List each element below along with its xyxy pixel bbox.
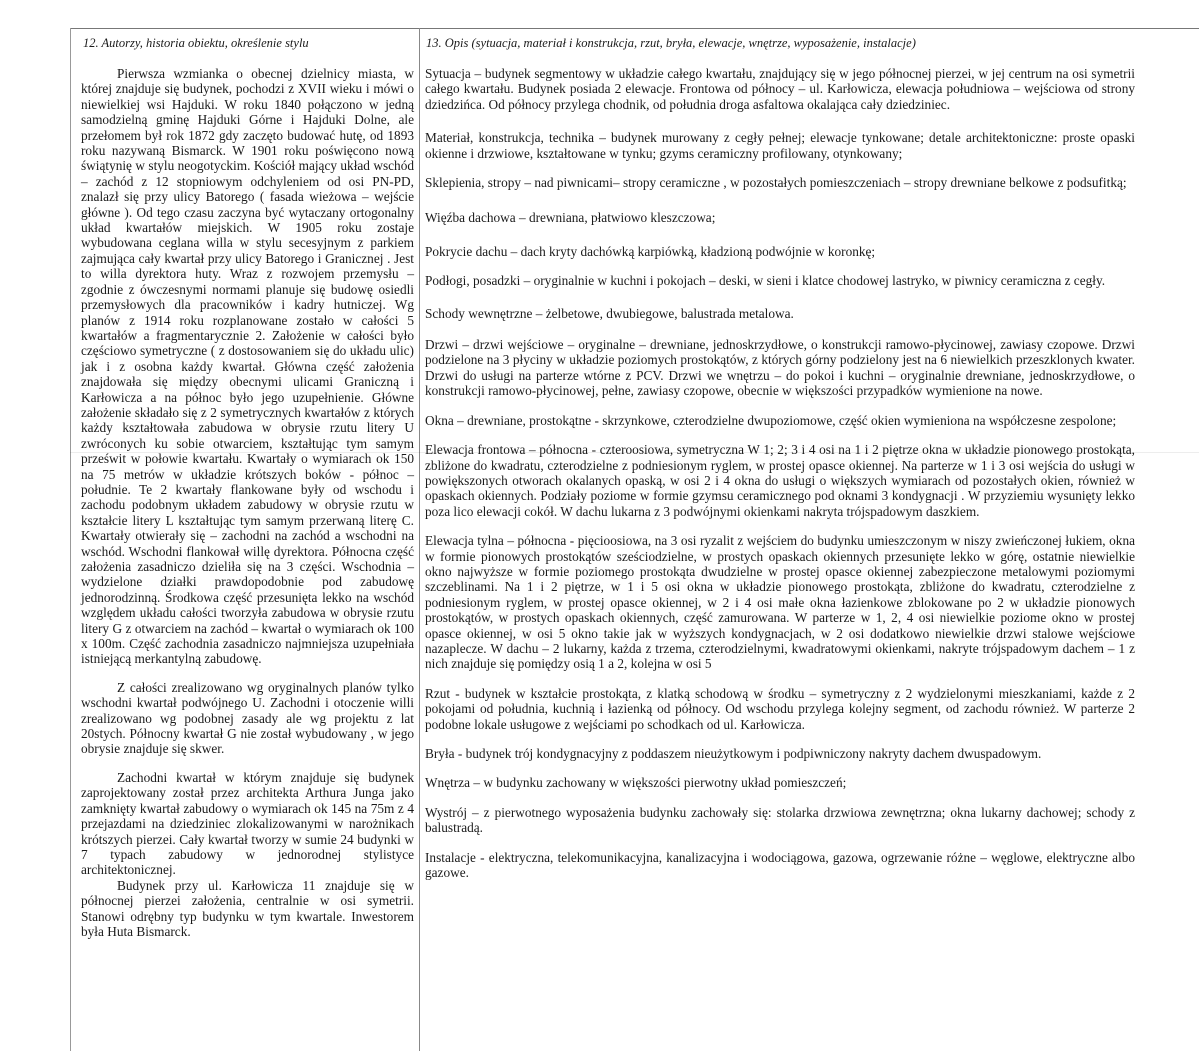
description-interiors: Wnętrza – w budynku zachowany w większości pierwotny układ pomieszczeń; <box>425 775 847 791</box>
right-column-header: 13. Opis (sytuacja, materiał i konstrukcja, rzut, bryła, elewacje, wnętrze, wyposażenie, instalacje) <box>426 36 916 50</box>
history-paragraph-realization: Z całości zrealizowano wg oryginalnych planów tylko wschodni kwartał podwójnego U. Zachodni i otoczenie willi zrealizowano wg podobnej zasady ale wg projektu z lat 20stych. Północny kwartał G nie został wybudowany , w jego obrysie znajduje się skwer. <box>81 679 414 757</box>
table-left-border <box>70 28 71 1051</box>
description-decor: Wystrój – z pierwotnego wyposażenia budynku zachowały się: stolarka drzwiowa zewnętrzna; okna lukarny dachowej; schody z balustradą. <box>425 804 1135 836</box>
left-column-header: 12. Autorzy, historia obiektu, określenie stylu <box>83 36 309 50</box>
description-installations: Instalacje - elektryczna, telekomunikacyjna, kanalizacyjna i wodociągowa, gazowa, ogrzewanie różne – węglowe, elektryczne albo gazowe. <box>425 849 1135 881</box>
history-paragraph-building: Budynek przy ul. Karłowicza 11 znajduje się w północnej pierzei założenia, centralnie w osi symetrii. Stanowi odrębny typ budynku w tym kwartale. Inwestorem była Huta Bismarck. <box>81 877 414 939</box>
table-top-border <box>70 28 1199 29</box>
description-front-elevation: Elewacja frontowa – północna - czteroosiowa, symetryczna W 1; 2; 3 i 4 osi na 1 i 2 piętrze okna w układzie pionowego prostokąta, zbliżone do kwadratu, czterodzielne z podniesionym ryglem, w prostej opasce okiennej. Na parterze w 1 i 3 osi wejścia do usługi w powiększonych otworach okalanych opaską, w osi 2 i 4 okna do usługi o większych wymiarach od pozostałych okien, również w opaskach okiennych. Podziały poziome w formie gzymsu ceramicznego pod oknami 3 kondygnacji . W przyziemiu wysunięty lekko poza lico elewacji cokół. W dachu lukarna z 3 podwójnymi okienkami nakryta trójspadowym daszkiem. <box>425 442 1135 519</box>
description-plan: Rzut - budynek w kształcie prostokąta, z klatką schodową w środku – symetryczny z 2 wydzielonymi mieszkaniami, każde z 2 pokojami od południa, kuchnią i łazienką od północy. Od wschodu przylega kolejny segment, od zachodu również. W parterze 2 podobne lokale usługowe z wejściami po schodkach od ul. Karłowicza. <box>425 685 1135 732</box>
history-column <box>81 66 414 939</box>
description-windows: Okna – drewniane, prostokątne - skrzynkowe, czterodzielne dwupoziomowe, część okien wymieniona na współczesne zespolone; <box>425 412 1117 428</box>
description-stairs: Schody wewnętrzne – żelbetowe, dwubiegowe, balustrada metalowa. <box>425 305 794 321</box>
column-divider <box>419 28 420 1051</box>
description-massing: Bryła - budynek trój kondygnacyjny z poddaszem nieużytkowym i podpiwniczony nakryty dachem dwuspadowym. <box>425 746 1042 761</box>
description-floors: Podłogi, posadzki – oryginalnie w kuchni i pokojach – deski, w sieni i klatce chodowej lastryko, w piwnicy ceramiczna z cegły. <box>425 273 1106 289</box>
description-rear-elevation: Elewacja tylna – północna - pięcioosiowa, na 3 osi ryzalit z wejściem do budynku umieszczonym w niszy zwieńczonej łukiem, okna w formie pionowych prostokątów sześciodzielne, w prostych opaskach okiennych przesunięte lekko w górę, ostatnie niewielkie okno najwyższe w formie poziomego prostokąta dwudzielne w prostej opasce okiennej zabezpieczone metalowymi poziomymi szczeblinami. Na 1 i 2 piętrze, w 1 i 5 osi okna w układzie pionowego prostokąta, zbliżone do kwadratu, czterodzielne z podniesionym ryglem, w prostej opasce okiennej, w 2 i 4 osi małe okna łazienkowe zblokowane po 2 w układzie pionowych prostokątów, w prostych opaskach okiennych, część zamurowana. W parterze w 1, 2, 4 osi niewielkie poziome okno w prostej opasce okiennej, w osi 5 okno takie jak w wyższych kondygnacjach, w 2 osi dodatkowo niewielkie drzwi stalowe wejściowe nazaplecze. W dachu – 2 lukarny, każda z trzema, czterodzielnymi, kwadratowymi okienkami, nakryte trójspadowym dachem – 1 z nich znajduje się pomiędzy osią 1 a 2, kolejna w osi 5 <box>425 533 1135 672</box>
description-situation: Sytuacja – budynek segmentowy w układzie całego kwartału, znajdujący się w jego północnej pierzei, w jej centrum na osi symetrii całego kwartału. Budynek posiada 2 elewacje. Frontowa od północy – ul. Karłowicza, elewacja południowa – wejściowa od strony dziedzińca. Od północy przylega chodnik, od południa droga asfaltowa okalająca cały dziedziniec. <box>425 66 1135 112</box>
history-paragraph-origins: Pierwsza wzmianka o obecnej dzielnicy miasta, w której znajduje się budynek, pochodzi z XVII wieku i mówi o niewielkiej wsi Hajduki. W roku 1840 połączono w jedną samodzielną gminę Hajduki Górne i Hajduki Dolne, ale przełomem był rok 1872 gdy zaczęto budować hutę, od 1893 roku nazywaną Bismarck. W 1901 roku poświęcono nową świątynię w stylu neogotyckim. Kościół mający układ wschód – zachód z 12 stopniowym odchyleniem od osi PN-PD, znalazł się przy ulicy Batorego ( fasada wieżowa – wejście główne ). Od tego czasu zaczyna być wytaczany ortogonalny układ kwartałów miejskich. W 1905 roku zostaje wybudowana ceglana willa w stylu secesyjnym z parkiem zajmująca cały kwartał przy ulicy Batorego i Granicznej . Jest to willa dyrektora huty. Wraz z rozwojem przemysłu – zgodnie z ówczesnymi normami planuje się budowę osiedli przemysłowych dla pracowników i kadry hutniczej. Wg planów z 1914 roku rozplanowane zostało w całości 5 kwartałów a fragmentarycznie 2. Założenie w całości było częściowo symetryczne ( z dostosowaniem się do układu ulic) jak i z osobna każdy kwartał. Główna część założenia znajdowała się między obecnymi ulicami Graniczną i Karłowicza a na północ było jego uzupełnienie. Główne założenie składało się z 2 symetrycznych kwartałów z których każdy kształtowała zabudowa w obrysie rzutu litery U zwróconych ku sobie otwarciem, kształtując tym samym prześwit w połowie kwartału. Kwartały o wymiarach ok 150 na 75 metrów w układzie krótszych boków - północ – południe. Te 2 kwartały flankowane były od wschodu i zachodu podobnym układem zabudowy w obrysie rzutu w kształcie litery L kształtując tym samym przerwaną literę C. Kwartały otwierały się – zachodni na zachód a wschodni na wschód. Wschodni flankował willę dyrektora. Północna część założenia zasadniczo dzieliła się na 3 części. Wschodnia – wydzielone działki prawdopodobnie pod zabudowę jednorodzinną. Środkowa część przesunięta lekko na wschód względem układu całości tworzyła zabudowa w obrysie rzutu litery G z otwarciem na zachód – kwartał o wymiarach ok 100 x 100m. Część zachodnia zasadniczo najmniejsza uzupełniała istniejącą merkantylną zabudowę. <box>81 66 414 667</box>
description-column <box>425 66 1135 880</box>
description-ceilings: Sklepienia, stropy – nad piwnicami– stropy ceramiczne , w pozostałych pomieszczeniach – stropy drewniane belkowe z podsufitką; <box>425 175 1127 191</box>
description-material: Materiał, konstrukcja, technika – budynek murowany z cegły pełnej; elewacje tynkowane; detale architektoniczne: proste opaski okienne i drzwiowe, kształtowane w tynku; gzyms ceramiczny profilowany, otynkowany; <box>425 130 1135 161</box>
history-paragraph-architect: Zachodni kwartał w którym znajduje się budynek zaprojektowany został przez architekta Arthura Junga jako zamknięty kwartał zabudowy o wymiarach ok 145 na 75m z 4 przejazdami na dziedziniec zlokalizowanymi w narożnikach krótszych pierzei. Cały kwartał tworzy w sumie 24 budynki w 7 typach zabudowy w jednorodnej stylistyce architektonicznej. <box>81 769 414 878</box>
description-roofing: Pokrycie dachu – dach kryty dachówką karpiówką, kładzioną podwójnie w koronkę; <box>425 243 876 259</box>
description-doors: Drzwi – drzwi wejściowe – oryginalne – drewniane, jednoskrzydłowe, o konstrukcji ramowo-płycinowej, zawiasy czopowe. Drzwi podzielone na 3 płyciny w układzie poziomych prostokątów, z których górny podzielony jest na 6 niewielkich przeszklonych kwater. Drzwi do usługi na parterze wtórne z PCV. Drzwi we wnętrzu – do pokoi i kuchni – oryginalnie drewniane, jednoskrzydłowe, o konstrukcji ramowo-płycinowej, pełne, zawiasy czopowe, obecnie w większości przypadków wymienione na nowe. <box>425 337 1135 399</box>
description-roof-truss: Więźba dachowa – drewniana, płatwiowo kleszczowa; <box>425 210 716 226</box>
